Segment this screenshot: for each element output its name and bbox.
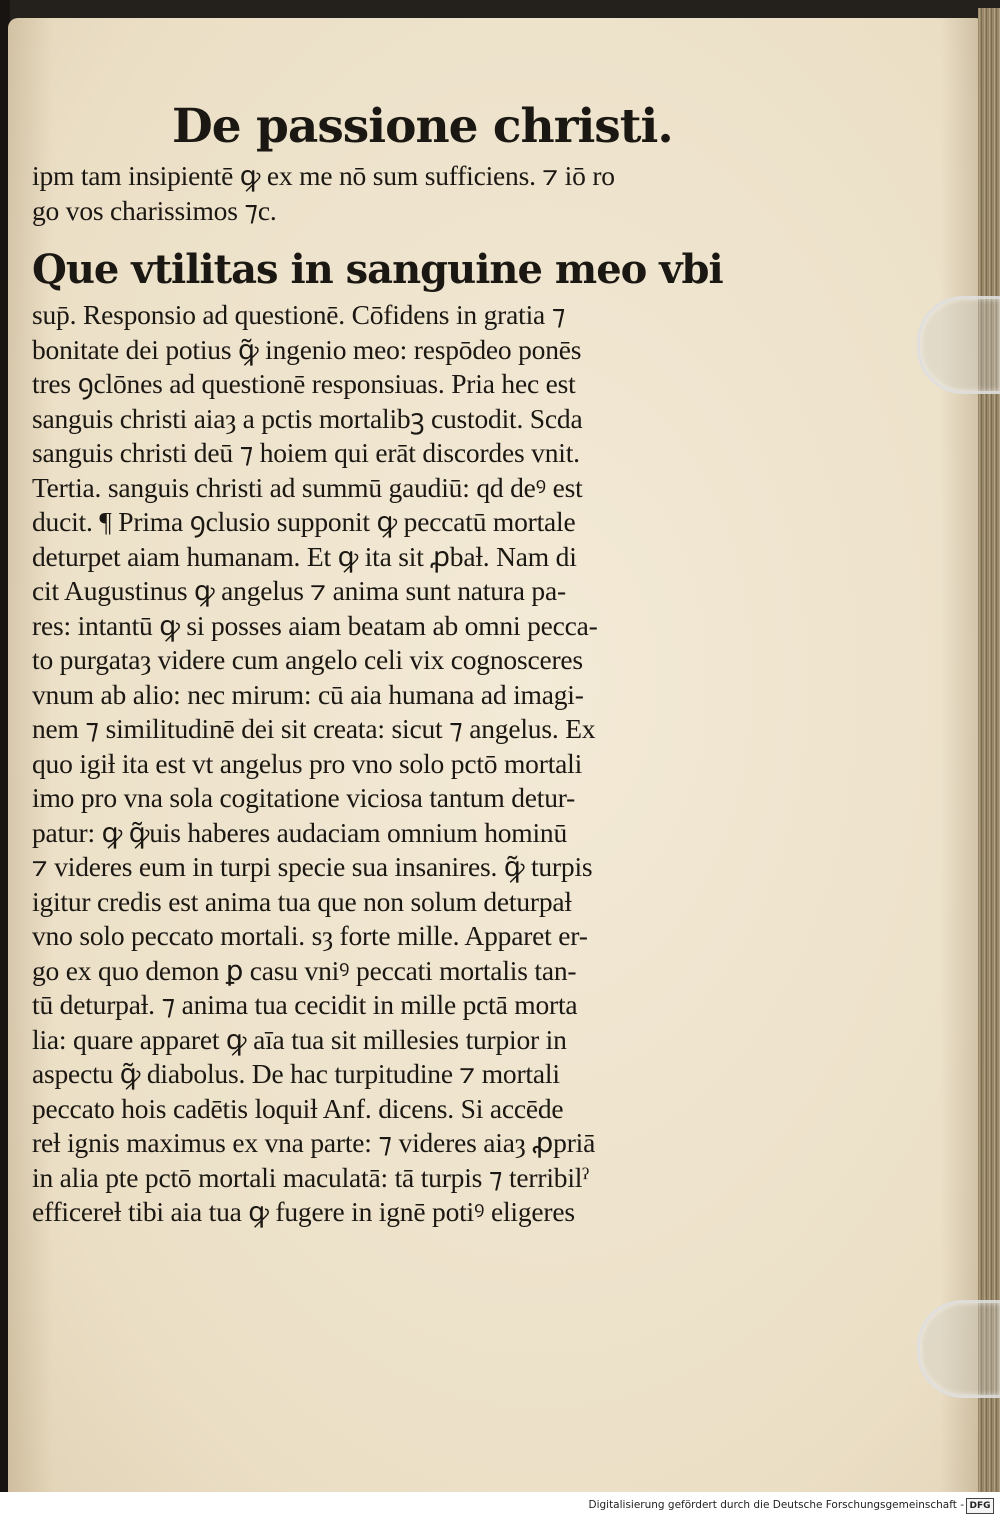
text-line: sanguis christi deū ⁊ hoiem qui erāt discordes vnit. — [32, 437, 580, 468]
intro-paragraph — [32, 159, 742, 228]
text-line: cit Augustinus ꝙ angelus ⁊ anima sunt natura pa- — [32, 575, 566, 606]
text-line: bonitate dei potius ꝙ̃ ingenio meo: respōdeo ponēs — [32, 333, 582, 365]
text-line: ipm tam insipientē ꝙ ex me nō sum sufficiens. ⁊ iō ro — [32, 160, 615, 191]
text-line: peccato hois cadētis loquiƚ Anf. dicens. Si accēde — [32, 1092, 564, 1124]
text-line: go ex quo demon ꝑ casu vniꝰ peccati mortalis tan- — [32, 954, 577, 986]
text-line: aspectu ꝙ̃ diabolus. De hac turpitudine ⁊ mortali — [32, 1058, 560, 1089]
text-line: sanguis christi aiaȝ a pctis mortalibꝫ custodit. Scda — [32, 402, 583, 434]
running-head: De passione christi. — [172, 99, 673, 154]
page-text-block — [32, 95, 742, 1230]
text-line: deturpet aiam humanam. Et ꝙ ita sit ꝓbaƚ. Nam di — [32, 540, 577, 572]
text-line: vno solo peccato mortali. sȝ forte mille. Apparet er- — [32, 920, 588, 951]
text-line: tū deturpaƚ. ⁊ anima tua cecidit in mille pctā morta — [32, 989, 578, 1020]
text-line: quo igiƚ ita est vt angelus pro vno solo pctō mortali — [32, 747, 583, 779]
glass-weight-clip-top — [917, 296, 1000, 394]
text-line: go vos charissimos ⁊c. — [32, 194, 277, 226]
text-line: res: intantū ꝙ si posses aiam beatam ab omni pecca- — [32, 609, 598, 641]
body-paragraph — [32, 298, 742, 1230]
text-line: patur: ꝙ ꝙ̃uis haberes audaciam omnium hominū — [32, 816, 568, 848]
question-heading: Que vtilitas in sanguine meo vbi — [32, 246, 723, 293]
funding-credit: Digitalisierung gefördert durch die Deutsche Forschungsgemeinschaft - — [588, 1499, 964, 1511]
dfg-logo: DFG — [966, 1498, 994, 1514]
text-line: in alia pte pctō mortali maculatā: tā turpis ⁊ terribilˀ — [32, 1161, 589, 1193]
page-fore-edge — [978, 8, 1000, 1492]
text-line: efficereƚ tibi aia tua ꝙ fugere in ignē potiꝰ eligeres — [32, 1196, 575, 1227]
text-line: Tertia. sanguis christi ad summū gaudiū: qd deꝰ est — [32, 471, 583, 503]
text-line: reƚ ignis maximus ex vna parte: ⁊ videres aiaȝ ꝓpriā — [32, 1127, 596, 1158]
text-line: ⁊ videres eum in turpi specie sua insanires. ꝙ̃ turpis — [32, 851, 593, 882]
text-line: sup̄. Responsio ad questionē. Cōfidens in gratia ⁊ — [32, 299, 566, 330]
text-line: imo pro vna sola cogitatione viciosa tantum detur- — [32, 782, 576, 813]
text-line: vnum ab alio: nec mirum: cū aia humana ad imagi- — [32, 678, 584, 710]
text-line: igitur credis est anima tua que non solum deturpaƚ — [32, 885, 572, 917]
footer-bar — [0, 1492, 1000, 1521]
text-line: ducit. ¶ Prima ꝯclusio supponit ꝙ peccatū mortale — [32, 506, 576, 537]
text-line: to purgataȝ videre cum angelo celi vix cognosceres — [32, 644, 583, 675]
text-line: tres ꝯclōnes ad questionē responsiuas. Pria hec est — [32, 368, 576, 399]
text-line: lia: quare apparet ꝙ aīa tua sit millesies turpior in — [32, 1023, 567, 1055]
text-line: nem ⁊ similitudinē dei sit creata: sicut ⁊ angelus. Ex — [32, 713, 596, 744]
glass-weight-clip-bottom — [917, 1300, 1000, 1398]
